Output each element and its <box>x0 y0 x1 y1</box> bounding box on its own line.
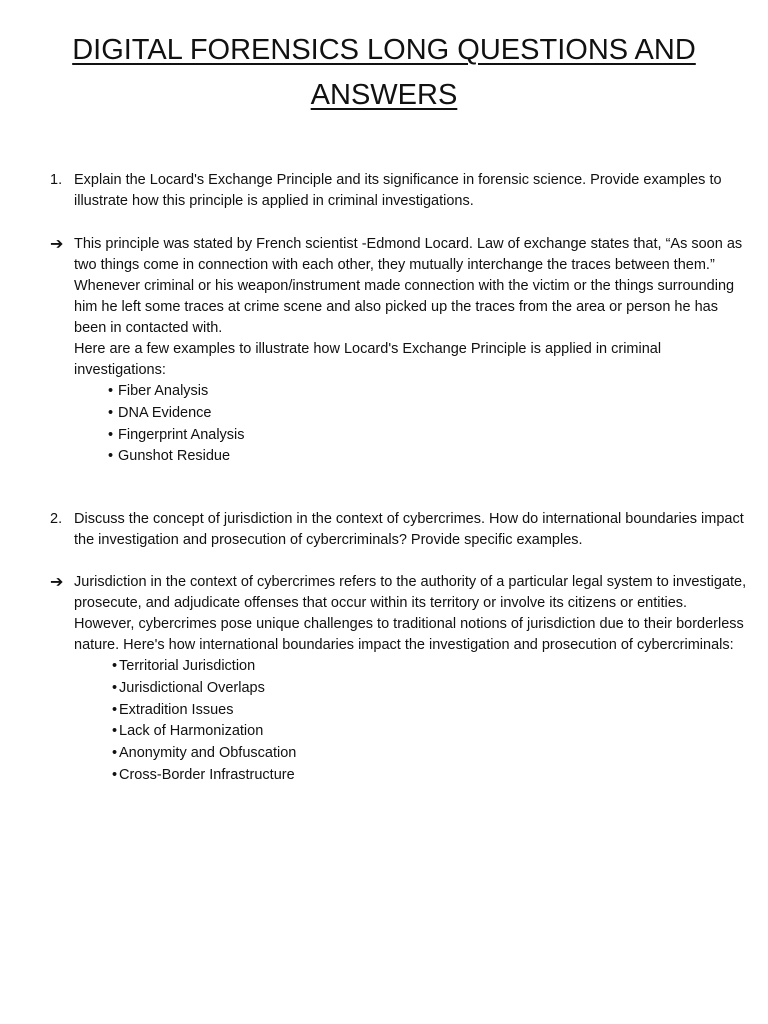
bullet-icon: • <box>108 448 114 465</box>
list-item <box>112 700 750 722</box>
answer-paragraph: Jurisdiction in the context of cybercrimes refers to the authority of a particular legal system to investigate, prosecute, and adjudicate offenses that occur within its territory or involve its citizens or entities. However, cybercrimes pose unique challenges to traditional notions of jurisdiction due to their borderless nature. Here's how international boundaries impact the investigation and prosecution of cybercriminals: <box>74 574 747 653</box>
list-item-label: Cross-Border Infrastructure <box>119 766 295 783</box>
list-item-label: Anonymity and Obfuscation <box>119 745 297 762</box>
list-item-label: DNA Evidence <box>118 404 212 421</box>
list-item <box>108 403 750 425</box>
page-title: DIGITAL FORENSICS LONG QUESTIONS AND ANSWERS <box>72 34 696 111</box>
list-item <box>112 678 750 700</box>
bullet-icon: • <box>108 426 114 443</box>
question-number: 1. <box>50 172 63 188</box>
question-text: Explain the Locard's Exchange Principle and its significance in forensic science. Provide examples to illustrate how this principle is applied in criminal investigations. <box>74 172 722 209</box>
list-item <box>112 721 750 743</box>
list-item-label: Jurisdictional Overlaps <box>119 679 265 696</box>
bullet-icon: • <box>112 745 118 762</box>
question-2 <box>50 509 750 551</box>
bullet-icon: • <box>112 701 118 718</box>
answer-paragraph: This principle was stated by French scientist -Edmond Locard. Law of exchange states that, “As soon as two things come in connection with each other, they mutually interchange the traces between them.” Whenever criminal or his weapon/instrument made connection with the victim or the things surrounding him he left some traces at crime scene and also picked up the traces from the area or person he has been in contacted with. <box>74 236 743 336</box>
answer-paragraph: Here are a few examples to illustrate how Locard's Exchange Principle is applied in criminal investigations: <box>74 341 662 378</box>
question-text: Discuss the concept of jurisdiction in the context of cybercrimes. How do international boundaries impact the investigation and prosecution of cybercriminals? Provide specific examples. <box>74 511 744 548</box>
arrow-right-icon: ➔ <box>50 574 64 591</box>
list-item <box>112 765 750 787</box>
list-item <box>108 381 750 403</box>
list-item-label: Fiber Analysis <box>118 383 209 399</box>
bullet-list <box>108 381 750 468</box>
list-item <box>112 743 750 765</box>
bullet-icon: • <box>108 383 114 399</box>
list-item <box>112 656 750 678</box>
bullet-icon: • <box>112 679 118 696</box>
list-item-label: Extradition Issues <box>119 701 234 718</box>
list-item-label: Lack of Harmonization <box>119 723 264 740</box>
bullet-icon: • <box>108 404 114 421</box>
answer-2 <box>50 572 750 787</box>
question-number: 2. <box>50 511 63 527</box>
list-item-label: Gunshot Residue <box>118 448 231 465</box>
answer-1 <box>50 234 750 468</box>
bullet-icon: • <box>112 723 118 740</box>
list-item <box>108 446 750 468</box>
bullet-list <box>112 656 750 787</box>
bullet-icon: • <box>112 658 118 674</box>
list-item-label: Fingerprint Analysis <box>118 426 245 443</box>
arrow-right-icon: ➔ <box>50 236 64 253</box>
list-item <box>108 425 750 447</box>
question-1 <box>50 170 750 212</box>
bullet-icon: • <box>112 766 118 783</box>
list-item-label: Territorial Jurisdiction <box>119 658 256 674</box>
